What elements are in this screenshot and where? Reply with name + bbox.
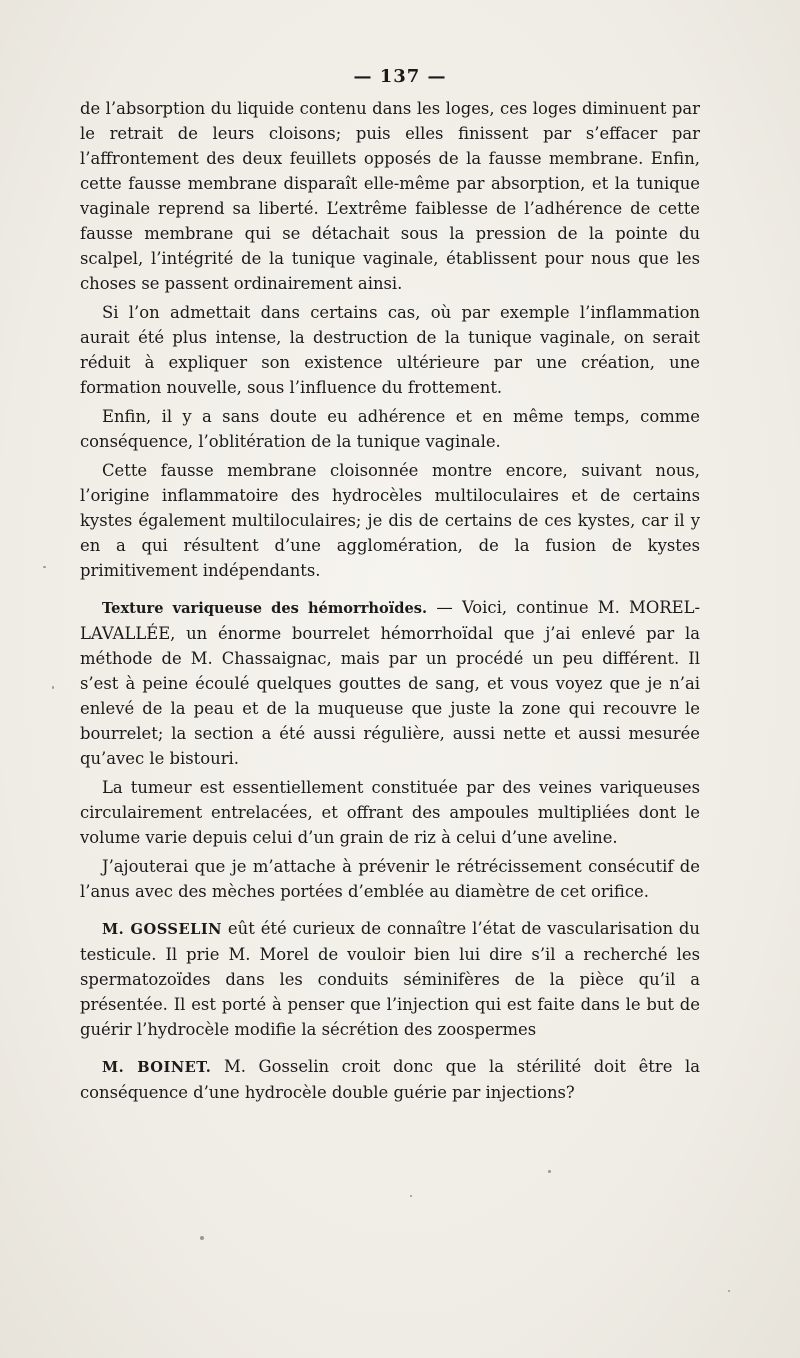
paragraph-3	[80, 404, 700, 454]
page-number: — 137 —	[353, 66, 447, 87]
paragraph-6	[80, 775, 700, 850]
paragraph-2-text: Si l’on admettait dans certains cas, où par exemple l’inflammation aurait été plus intense, la destruction de la tunique vaginale, on serait réduit à expliquer son existence ultérieure par une création, une formation nouvelle, sous l’influence du frottement.	[80, 303, 700, 397]
paragraph-8	[80, 916, 700, 1042]
paragraph-7	[80, 854, 700, 904]
speaker-name-boinet: M. BOINET.	[102, 1059, 212, 1076]
paragraph-5	[80, 595, 700, 771]
section-heading: Texture variqueuse des hémorrhoïdes.	[102, 600, 428, 617]
paragraph-9	[80, 1054, 700, 1105]
paragraph-8-text: eût été curieux de connaître l’état de vascularisation du testicule. Il prie M. Morel de vouloir bien lui dire s’il a recherché les spermatozoïdes dans les conduits séminifères de la pièce qu’il a présentée. Il est porté à penser que l’injection qui est faite dans le but de guérir l’hydrocèle modifie la sécrétion des zoospermes	[80, 919, 700, 1039]
paragraph-4-text: Cette fausse membrane cloisonnée montre encore, suivant nous, l’origine inflammatoire des hydrocèles multiloculaires et de certains kystes également multiloculaires; je dis de certains de ces kystes, car il y en a qui résultent d’une agglomération, de la fusion de kystes primitivement indépendants.	[80, 461, 700, 580]
paragraph-4	[80, 458, 700, 583]
paragraph-1	[80, 96, 700, 296]
paragraph-3-text: Enfin, il y a sans doute eu adhérence et en même temps, comme conséquence, l’oblitération de la tunique vaginale.	[80, 407, 700, 451]
body-text	[80, 96, 700, 1109]
paragraph-6-text: La tumeur est essentiellement constituée par des veines variqueuses circulairement entrelacées, et offrant des ampoules multipliées dont le volume varie depuis celui d’un grain de riz à celui d’une aveline.	[80, 778, 700, 847]
paragraph-2	[80, 300, 700, 400]
speaker-name-gosselin: M. GOSSELIN	[102, 921, 223, 938]
paragraph-7-text: J’ajouterai que je m’attache à prévenir le rétrécissement consécutif de l’anus avec des mèches portées d’emblée au diamètre de cet orifice.	[80, 857, 700, 901]
paragraph-1-text: de l’absorption du liquide contenu dans les loges, ces loges diminuent par le retrait de leurs cloisons; puis elles finissent par s’effacer par l’affrontement des deux feuillets opposés de la fausse membrane. Enfin, cette fausse membrane disparaît elle-même par absorption, et la tunique vaginale reprend sa liberté. L’extrême faiblesse de l’adhérence de cette fausse membrane qui se détachait sous la pression de la pointe du scalpel, l’intégrité de la tunique vaginale, établissent pour nous que les choses se passent ordinairement ainsi.	[80, 99, 700, 293]
paragraph-9-text: M. Gosselin croit donc que la stérilité doit être la conséquence d’une hydrocèle double guérie par injections?	[80, 1057, 700, 1102]
paragraph-5-text: — Voici, continue M. MOREL-LAVALLÉE, un énorme bourrelet hémorrhoïdal que j’ai enlevé par la méthode de M. Chassaignac, mais par un procédé un peu différent. Il s’est à peine écoulé quelques gouttes de sang, et vous voyez que je n’ai enlevé de la peau et de la muqueuse que juste la zone qui recouvre le bourrelet; la section a été aussi régulière, aussi nette et aussi mesurée qu’avec le bistouri.	[80, 598, 700, 768]
